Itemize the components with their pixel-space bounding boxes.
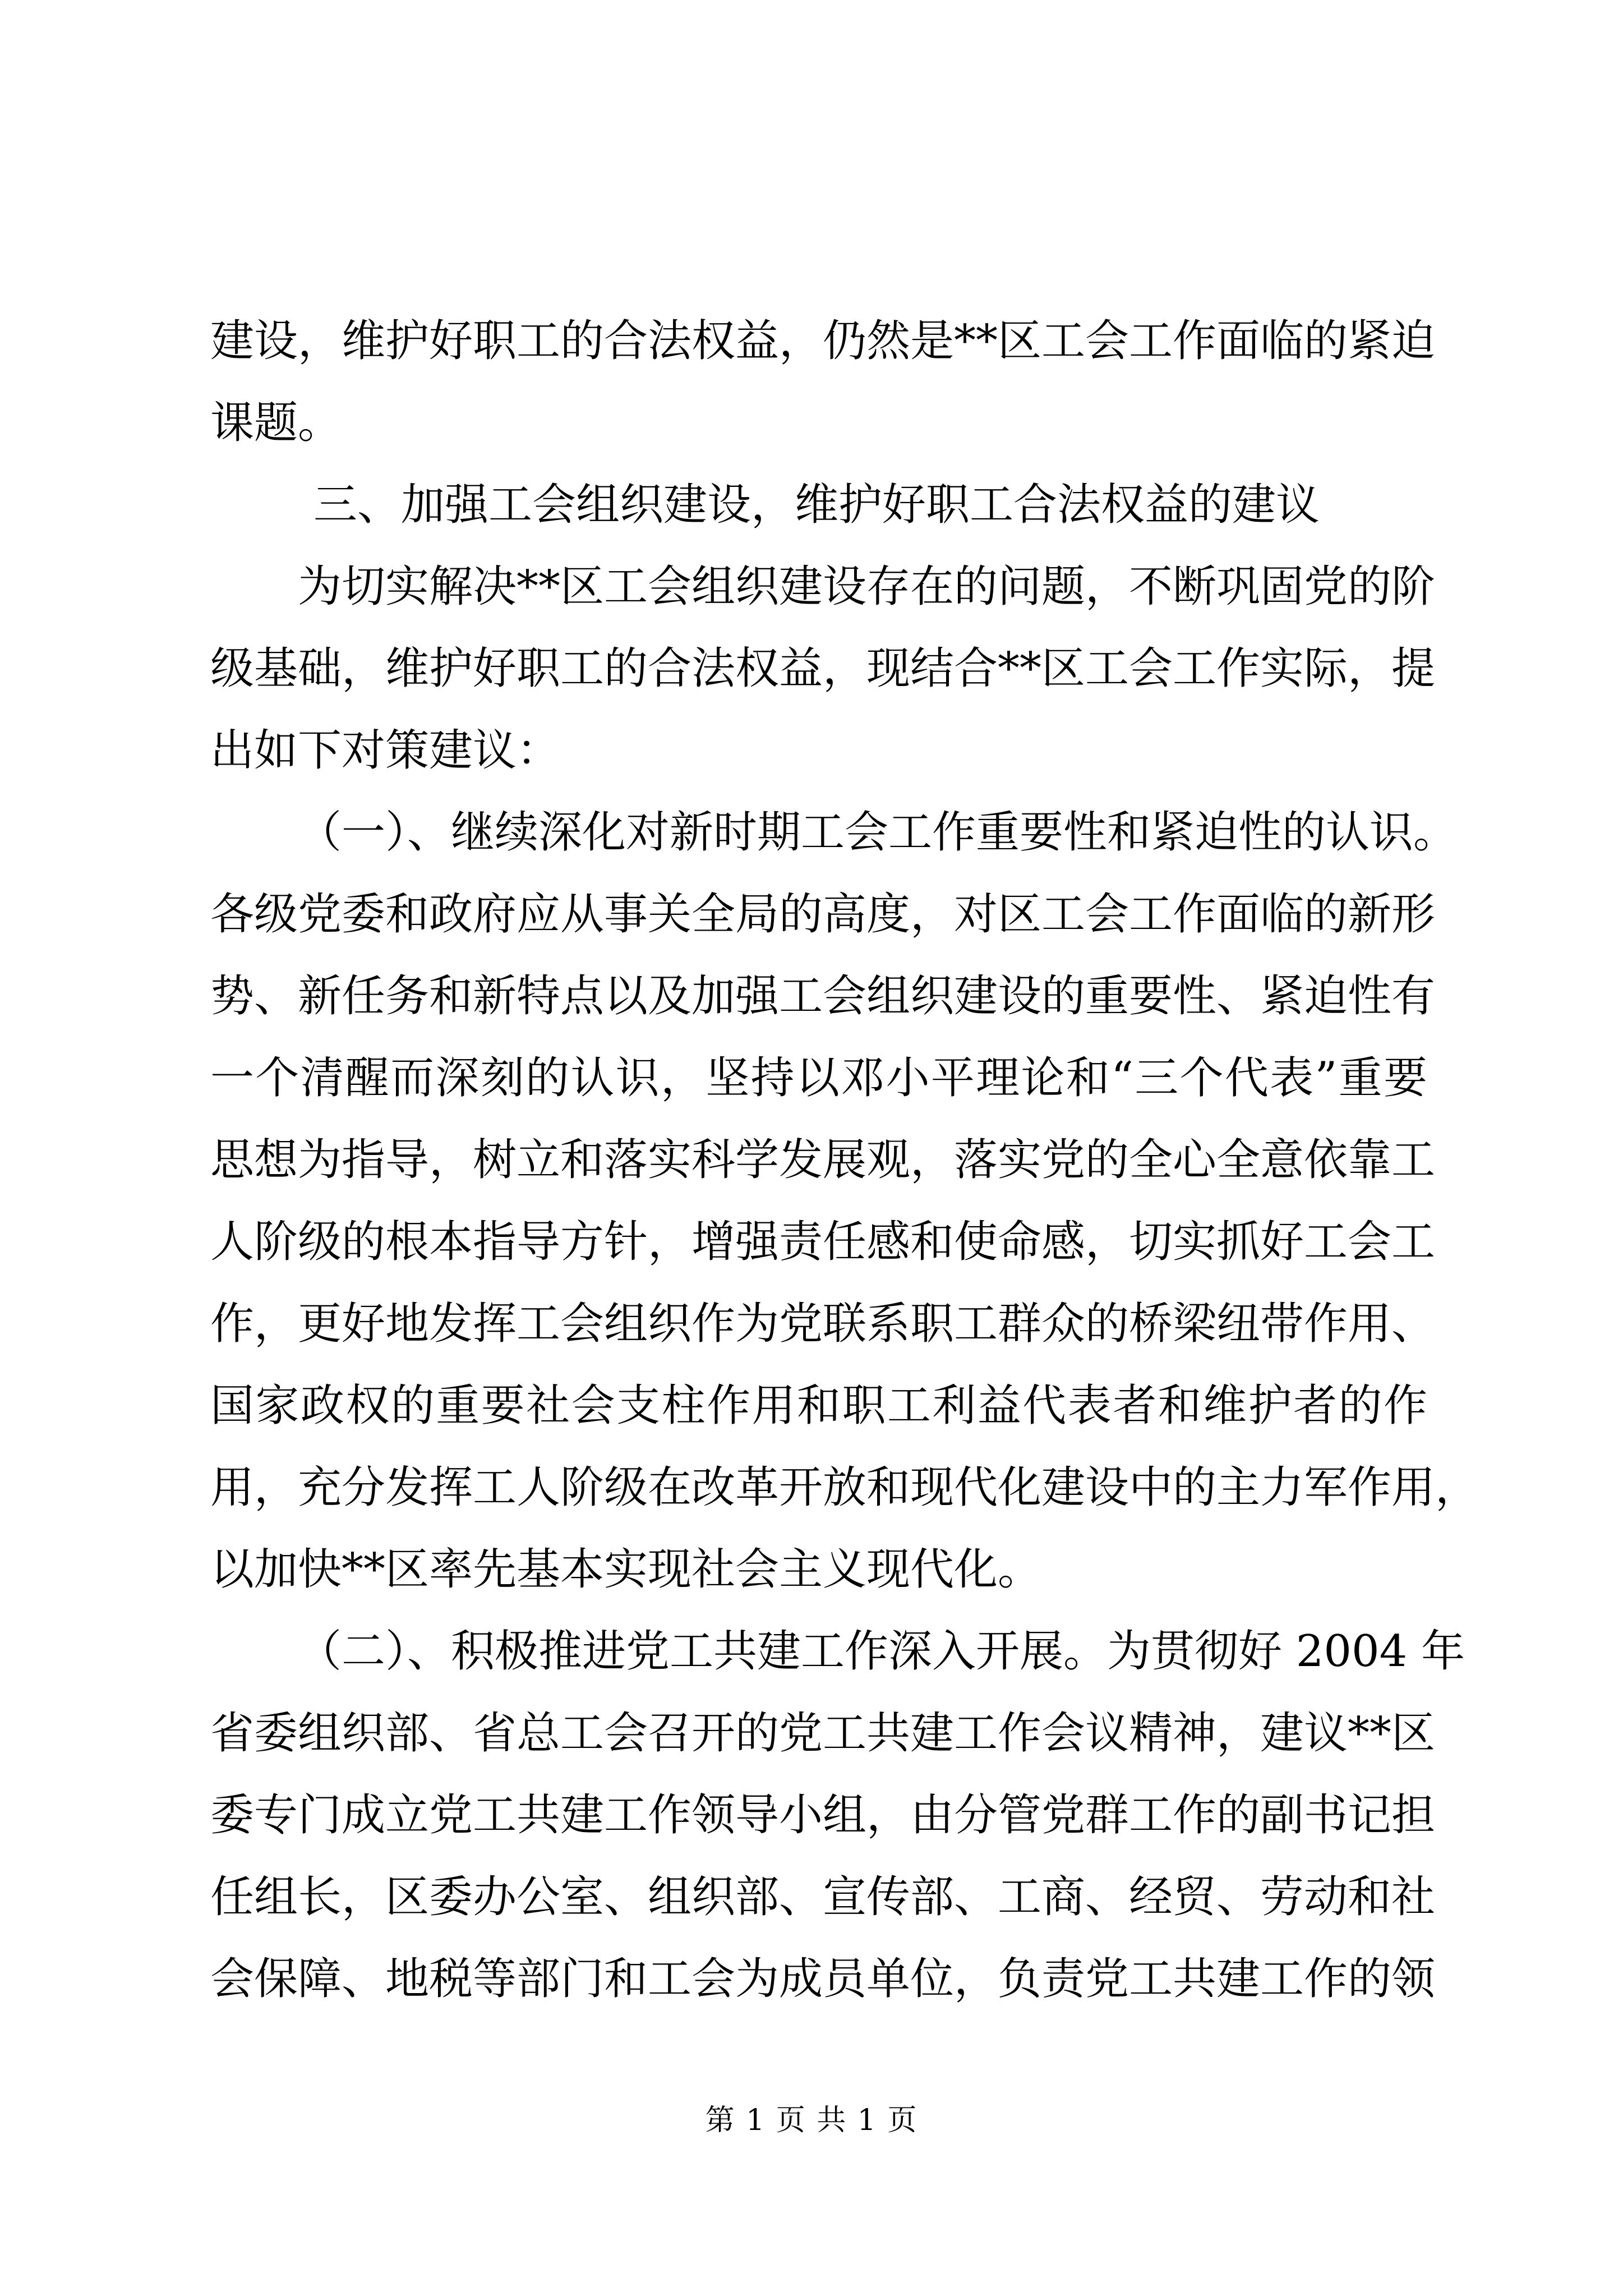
text-line-21: 会保障、地税等部门和工会为成员单位，负责党工共建工作的领 xyxy=(210,1954,1436,2004)
text-line-12: 人阶级的根本指导方针，增强责任感和使命感，切实抓好工会工 xyxy=(210,1217,1436,1267)
text-line-4: 为切实解决**区工会组织建设存在的问题，不断巩固党的阶 xyxy=(298,562,1436,612)
subsection-heading-1: （一）、继续深化对新时期工会工作重要性和紧迫性的认识。 xyxy=(298,807,1458,858)
text-line-11: 思想为指导，树立和落实科学发展观，落实党的全心全意依靠工 xyxy=(210,1135,1436,1185)
text-line-10: 一个清醒而深刻的认识，坚持以邓小平理论和“三个代表”重要 xyxy=(210,1053,1427,1103)
text-line-13: 作，更好地发挥工会组织作为党联系职工群众的桥梁纽带作用、 xyxy=(210,1299,1436,1349)
text-line-14: 国家政权的重要社会支柱作用和职工利益代表者和维护者的作 xyxy=(210,1381,1427,1431)
text-line-1: 建设，维护好职工的合法权益，仍然是**区工会工作面临的紧迫 xyxy=(210,316,1436,366)
subsection-heading-2: （二）、积极推进党工共建工作深入开展。为贯彻好 2004 年 xyxy=(298,1626,1465,1677)
text-line-15: 用，充分发挥工人阶级在改革开放和现代化建设中的主力军作用， xyxy=(210,1462,1479,1513)
section-heading: 三、加强工会组织建设，维护好职工合法权益的建议 xyxy=(313,480,1320,530)
page-number-footer: 第 1 页 共 1 页 xyxy=(705,2104,918,2137)
text-line-19: 委专门成立党工共建工作领导小组，由分管党群工作的副书记担 xyxy=(210,1790,1436,1841)
text-line-2: 课题。 xyxy=(210,398,342,448)
text-line-6: 出如下对策建议： xyxy=(210,725,561,776)
text-line-16: 以加快**区率先基本实现社会主义现代化。 xyxy=(210,1544,1042,1595)
text-line-9: 势、新任务和新特点以及加强工会组织建设的重要性、紧迫性有 xyxy=(210,971,1436,1022)
text-line-20: 任组长，区委办公室、组织部、宣传部、工商、经贸、劳动和社 xyxy=(210,1872,1436,1922)
text-line-18: 省委组织部、省总工会召开的党工共建工作会议精神，建议**区 xyxy=(210,1708,1436,1759)
text-line-5: 级基础，维护好职工的合法权益，现结合**区工会工作实际，提 xyxy=(210,643,1436,694)
text-line-8: 各级党委和政府应从事关全局的高度，对区工会工作面临的新形 xyxy=(210,889,1436,940)
document-body xyxy=(210,300,1479,2020)
